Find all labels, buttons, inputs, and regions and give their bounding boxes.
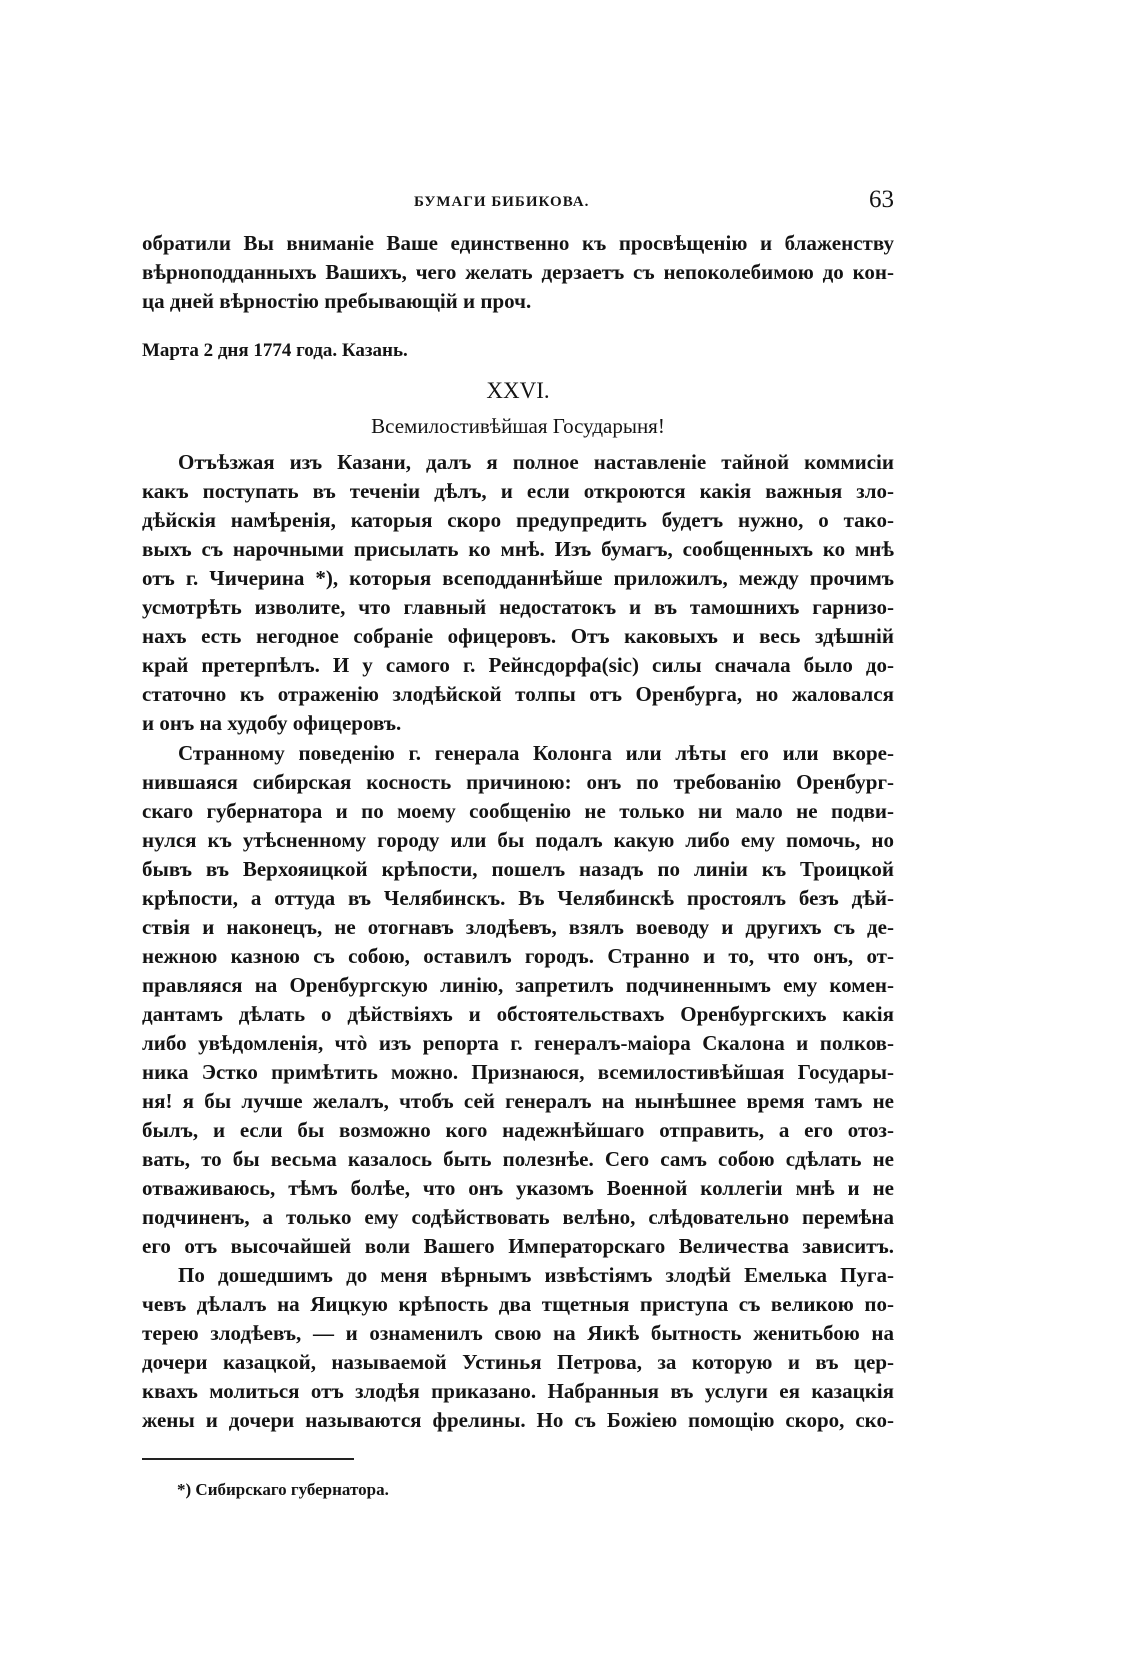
text-line: дѣйскія намѣренія, каторыя скоро предупредить будетъ нужно, о тако- [142, 508, 894, 532]
text-line: дантамъ дѣлать о дѣйствіяхъ и обстоятельствахъ Оренбургскихъ какія [142, 1002, 894, 1026]
text-line: бывъ въ Верхояицкой крѣпости, пошелъ назадъ по линіи къ Троицкой [142, 857, 894, 881]
text-line: чевъ дѣлалъ на Яицкую крѣпость два тщетныя приступа съ великою по- [142, 1292, 894, 1316]
text-line: ствія и наконецъ, не отогнавъ злодѣевъ, взялъ воеводу и другихъ съ де- [142, 915, 894, 939]
text-line: нившаяся сибирская косность причиною: онъ по требованію Оренбург- [142, 770, 894, 794]
text-line: терею злодѣевъ, — и ознаменилъ свою на Яикѣ бытность женитьбою на [142, 1321, 894, 1345]
text-line: подчиненъ, а только ему содѣйствовать велѣно, слѣдовательно перемѣна [142, 1205, 894, 1229]
text-line: вать, то бы весьма казалось быть полезнѣе. Сего самъ собою сдѣлать не [142, 1147, 894, 1171]
text-line: Отъѣзжая изъ Казани, далъ я полное наставленіе тайной коммисіи [178, 450, 894, 474]
text-line: ца дней вѣрностію пребывающій и проч. [142, 289, 532, 313]
text-line: статочно къ отраженію злодѣйской толпы отъ Оренбурга, но жаловался [142, 682, 894, 706]
text-line: обратили Вы вниманіе Ваше единственно къ просвѣщенію и блаженству [142, 231, 894, 255]
text-line: ня! я бы лучше желалъ, чтобъ сей генералъ на нынѣшнее время тамъ не [142, 1089, 894, 1113]
text-line: квахъ молиться отъ злодѣя приказано. Набранныя въ услуги ея казацкія [142, 1379, 894, 1403]
text-line: жены и дочери называются фрелины. Но съ Божіею помощію скоро, ско- [142, 1408, 894, 1432]
text-line: дочери казацкой, называемой Устинья Петрова, за которую и въ цер- [142, 1350, 894, 1374]
date-place-signoff: Марта 2 дня 1774 года. Казань. [142, 340, 408, 361]
running-head [142, 186, 894, 226]
text-line: нежною казною съ собою, оставилъ городъ. Странно и то, что онъ, от- [142, 944, 894, 968]
text-line: край претерпѣлъ. И у самого г. Рейнсдорфа(sic) силы сначала было до- [142, 653, 894, 677]
text-line: выхъ съ нарочными присылать ко мнѣ. Изъ бумагъ, сообщенныхъ ко мнѣ [142, 537, 894, 561]
text-line: отъ г. Чичерина *), которыя всеподданнѣйше приложилъ, между прочимъ [142, 566, 894, 590]
text-line: былъ, и если бы возможно кого надежнѣйшаго отправить, а его отоз- [142, 1118, 894, 1142]
salutation: Всемилостивѣйшая Государыня! [371, 414, 665, 438]
text-line: По дошедшимъ до меня вѣрнымъ извѣстіямъ злодѣй Емелька Пуга- [178, 1263, 894, 1287]
text-line: вѣрноподданныхъ Вашихъ, чего желать дерзаетъ съ непоколебимою до кон- [142, 260, 894, 284]
text-line: нахъ есть негодное собраніе офицеровъ. Отъ каковыхъ и весь здѣшній [142, 624, 894, 648]
text-line: нулся къ утѣсненному городу или бы подалъ какую либо ему помочь, но [142, 828, 894, 852]
text-line: либо увѣдомленія, чтò изъ репорта г. генералъ-маіора Скалона и полков- [142, 1031, 894, 1055]
text-line: усмотрѣть изволите, что главный недостатокъ и въ тамошнихъ гарнизо- [142, 595, 894, 619]
text-line: Странному поведенію г. генерала Колонга или лѣты его или вкоре- [178, 741, 894, 765]
text-line: крѣпости, а оттуда въ Челябинскъ. Въ Челябинскѣ простоялъ безъ дѣй- [142, 886, 894, 910]
footnote-rule [142, 1458, 354, 1460]
text-line: какъ поступать въ теченіи дѣлъ, и если откроются какія важныя зло- [142, 479, 894, 503]
text-line: его отъ высочайшей воли Вашего Императорскаго Величества зависитъ. [142, 1234, 894, 1258]
document-number: XXVI. [486, 378, 550, 403]
text-line: ника Эстко примѣтить можно. Признаюся, всемилостивѣйшая Государы- [142, 1060, 894, 1084]
text-line: правляяся на Оренбургскую линію, запретилъ подчиненнымъ ему комен- [142, 973, 894, 997]
footnote: *) Сибирскаго губернатора. [177, 1480, 389, 1499]
text-line: отваживаюсь, тѣмъ болѣе, что онъ указомъ Военной коллегіи мнѣ и не [142, 1176, 894, 1200]
running-title: БУМАГИ БИБИКОВА. [414, 194, 590, 210]
page-number: 63 [869, 186, 894, 213]
text-line: и онъ на худобу офицеровъ. [142, 711, 402, 735]
text-line: скаго губернатора и по моему сообщенію не только ни мало не подви- [142, 799, 894, 823]
